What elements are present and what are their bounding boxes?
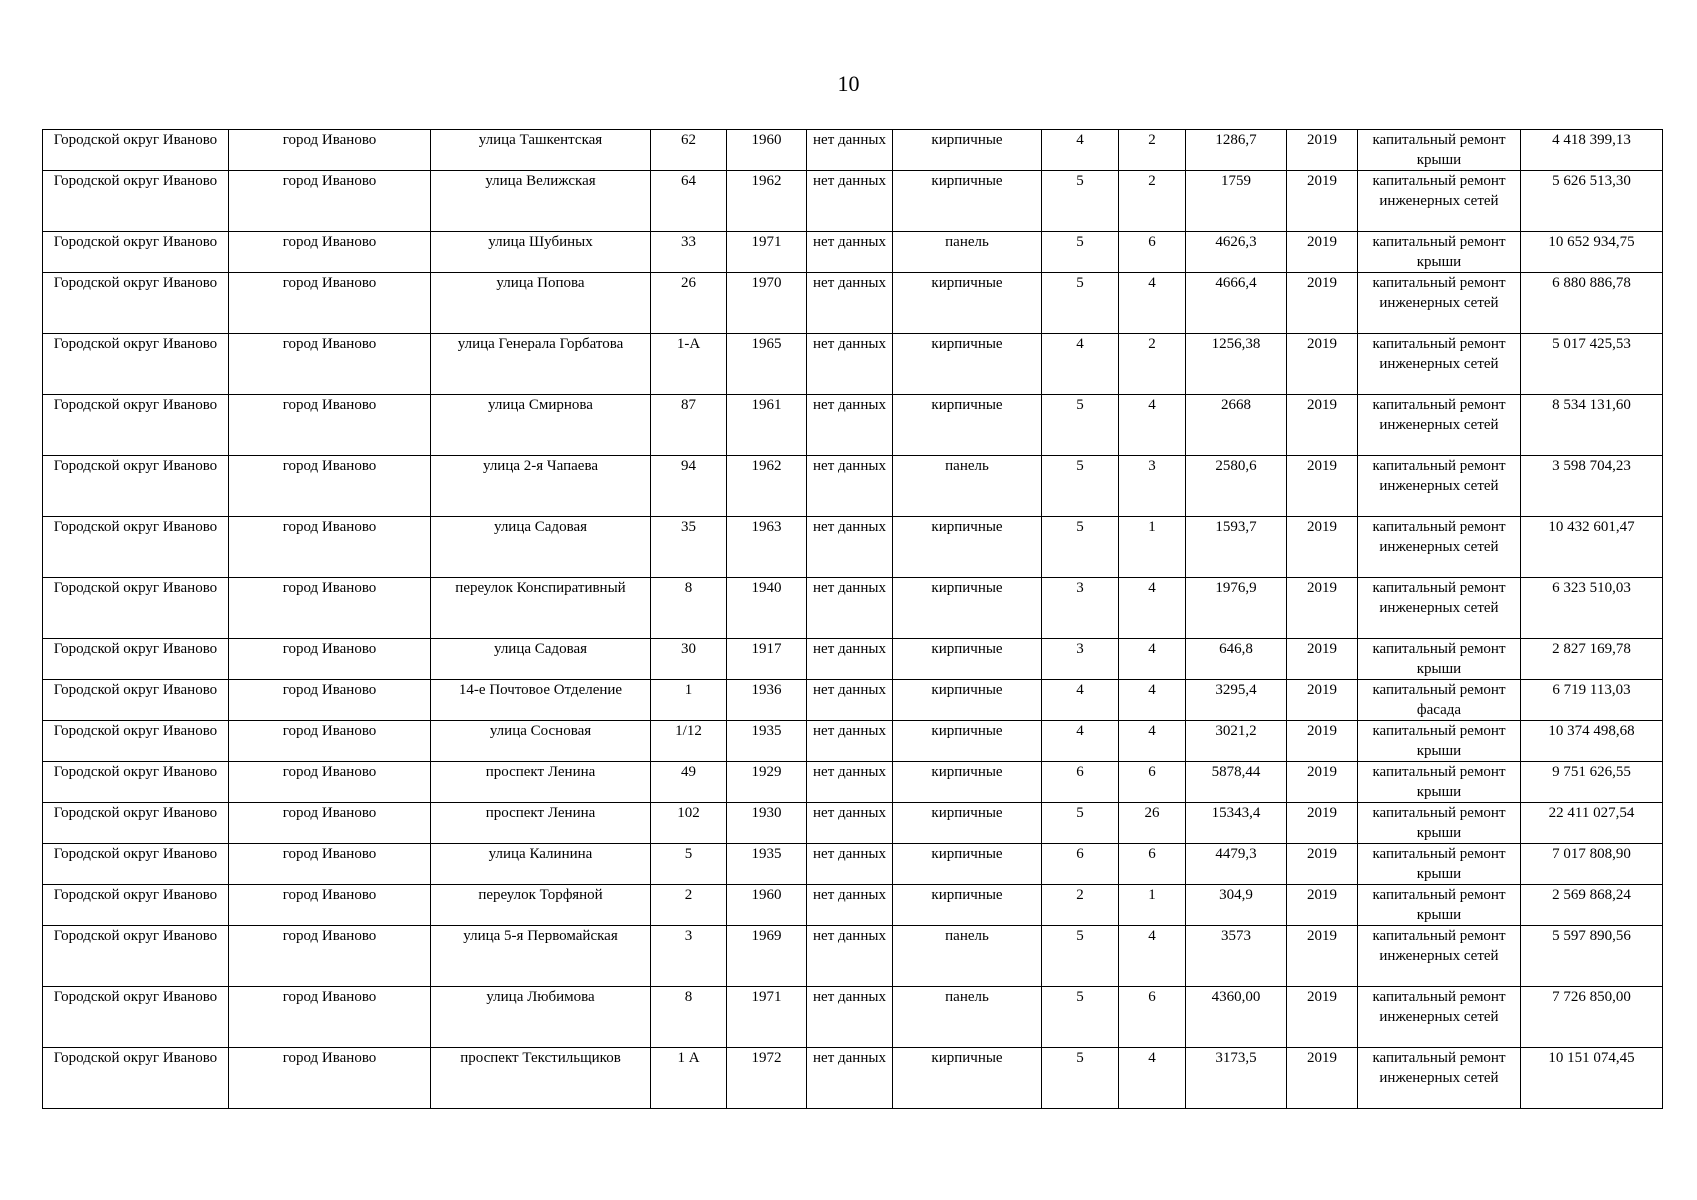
house-number-cell: 62 bbox=[651, 130, 727, 171]
table-row bbox=[43, 762, 1663, 803]
street-cell: улица 2-я Чапаева bbox=[431, 456, 651, 517]
info-cell: нет данных bbox=[807, 456, 893, 517]
work-type-cell: капитальный ремонт инженерных сетей bbox=[1358, 1048, 1521, 1109]
entrances-cell: 4 bbox=[1119, 639, 1186, 680]
municipality-cell: Городской округ Иваново bbox=[43, 721, 229, 762]
wall-material-cell: кирпичные bbox=[893, 639, 1042, 680]
info-cell: нет данных bbox=[807, 578, 893, 639]
year-built-cell: 1960 bbox=[727, 130, 807, 171]
year-built-cell: 1940 bbox=[727, 578, 807, 639]
year-built-cell: 1935 bbox=[727, 721, 807, 762]
street-cell: проспект Ленина bbox=[431, 803, 651, 844]
repair-year-cell: 2019 bbox=[1287, 762, 1358, 803]
street-cell: улица Сосновая bbox=[431, 721, 651, 762]
work-type-cell: капитальный ремонт крыши bbox=[1358, 130, 1521, 171]
work-type-cell: капитальный ремонт крыши bbox=[1358, 639, 1521, 680]
cost-cell: 9 751 626,55 bbox=[1521, 762, 1663, 803]
work-type-cell: капитальный ремонт крыши bbox=[1358, 232, 1521, 273]
house-number-cell: 1/12 bbox=[651, 721, 727, 762]
entrances-cell: 6 bbox=[1119, 844, 1186, 885]
area-cell: 646,8 bbox=[1186, 639, 1287, 680]
work-type-cell: капитальный ремонт крыши bbox=[1358, 844, 1521, 885]
table-row bbox=[43, 232, 1663, 273]
house-number-cell: 102 bbox=[651, 803, 727, 844]
house-number-cell: 49 bbox=[651, 762, 727, 803]
entrances-cell: 3 bbox=[1119, 456, 1186, 517]
work-type-cell: капитальный ремонт инженерных сетей bbox=[1358, 171, 1521, 232]
cost-cell: 8 534 131,60 bbox=[1521, 395, 1663, 456]
cost-cell: 6 880 886,78 bbox=[1521, 273, 1663, 334]
repair-year-cell: 2019 bbox=[1287, 578, 1358, 639]
repair-year-cell: 2019 bbox=[1287, 803, 1358, 844]
settlement-cell: город Иваново bbox=[229, 721, 431, 762]
cost-cell: 10 151 074,45 bbox=[1521, 1048, 1663, 1109]
street-cell: 14-е Почтовое Отделение bbox=[431, 680, 651, 721]
municipality-cell: Городской округ Иваново bbox=[43, 130, 229, 171]
street-cell: переулок Конспиративный bbox=[431, 578, 651, 639]
area-cell: 4479,3 bbox=[1186, 844, 1287, 885]
floors-cell: 5 bbox=[1042, 987, 1119, 1048]
repair-year-cell: 2019 bbox=[1287, 273, 1358, 334]
year-built-cell: 1961 bbox=[727, 395, 807, 456]
street-cell: улица Смирнова bbox=[431, 395, 651, 456]
wall-material-cell: панель bbox=[893, 232, 1042, 273]
table-row bbox=[43, 1048, 1663, 1109]
area-cell: 3295,4 bbox=[1186, 680, 1287, 721]
table-row bbox=[43, 273, 1663, 334]
house-number-cell: 8 bbox=[651, 987, 727, 1048]
year-built-cell: 1963 bbox=[727, 517, 807, 578]
wall-material-cell: кирпичные bbox=[893, 844, 1042, 885]
settlement-cell: город Иваново bbox=[229, 517, 431, 578]
entrances-cell: 6 bbox=[1119, 232, 1186, 273]
work-type-cell: капитальный ремонт инженерных сетей bbox=[1358, 456, 1521, 517]
floors-cell: 5 bbox=[1042, 456, 1119, 517]
repair-year-cell: 2019 bbox=[1287, 517, 1358, 578]
entrances-cell: 4 bbox=[1119, 395, 1186, 456]
settlement-cell: город Иваново bbox=[229, 680, 431, 721]
municipality-cell: Городской округ Иваново bbox=[43, 987, 229, 1048]
area-cell: 1976,9 bbox=[1186, 578, 1287, 639]
info-cell: нет данных bbox=[807, 273, 893, 334]
street-cell: улица Калинина bbox=[431, 844, 651, 885]
street-cell: улица Ташкентская bbox=[431, 130, 651, 171]
repair-year-cell: 2019 bbox=[1287, 926, 1358, 987]
municipality-cell: Городской округ Иваново bbox=[43, 171, 229, 232]
info-cell: нет данных bbox=[807, 517, 893, 578]
settlement-cell: город Иваново bbox=[229, 803, 431, 844]
wall-material-cell: кирпичные bbox=[893, 721, 1042, 762]
floors-cell: 5 bbox=[1042, 273, 1119, 334]
info-cell: нет данных bbox=[807, 885, 893, 926]
year-built-cell: 1929 bbox=[727, 762, 807, 803]
work-type-cell: капитальный ремонт инженерных сетей bbox=[1358, 926, 1521, 987]
entrances-cell: 1 bbox=[1119, 885, 1186, 926]
year-built-cell: 1930 bbox=[727, 803, 807, 844]
year-built-cell: 1935 bbox=[727, 844, 807, 885]
year-built-cell: 1969 bbox=[727, 926, 807, 987]
floors-cell: 5 bbox=[1042, 803, 1119, 844]
municipality-cell: Городской округ Иваново bbox=[43, 885, 229, 926]
settlement-cell: город Иваново bbox=[229, 987, 431, 1048]
cost-cell: 10 374 498,68 bbox=[1521, 721, 1663, 762]
house-number-cell: 35 bbox=[651, 517, 727, 578]
work-type-cell: капитальный ремонт инженерных сетей bbox=[1358, 273, 1521, 334]
house-number-cell: 1-А bbox=[651, 334, 727, 395]
floors-cell: 4 bbox=[1042, 680, 1119, 721]
municipality-cell: Городской округ Иваново bbox=[43, 680, 229, 721]
municipality-cell: Городской округ Иваново bbox=[43, 844, 229, 885]
repair-year-cell: 2019 bbox=[1287, 639, 1358, 680]
work-type-cell: капитальный ремонт инженерных сетей bbox=[1358, 395, 1521, 456]
settlement-cell: город Иваново bbox=[229, 171, 431, 232]
table-row bbox=[43, 803, 1663, 844]
area-cell: 3573 bbox=[1186, 926, 1287, 987]
info-cell: нет данных bbox=[807, 844, 893, 885]
cost-cell: 5 626 513,30 bbox=[1521, 171, 1663, 232]
wall-material-cell: кирпичные bbox=[893, 273, 1042, 334]
municipality-cell: Городской округ Иваново bbox=[43, 517, 229, 578]
entrances-cell: 26 bbox=[1119, 803, 1186, 844]
info-cell: нет данных bbox=[807, 803, 893, 844]
repair-year-cell: 2019 bbox=[1287, 130, 1358, 171]
street-cell: улица Садовая bbox=[431, 517, 651, 578]
table-row bbox=[43, 680, 1663, 721]
floors-cell: 5 bbox=[1042, 517, 1119, 578]
cost-cell: 10 432 601,47 bbox=[1521, 517, 1663, 578]
house-number-cell: 87 bbox=[651, 395, 727, 456]
work-type-cell: капитальный ремонт инженерных сетей bbox=[1358, 987, 1521, 1048]
house-number-cell: 2 bbox=[651, 885, 727, 926]
municipality-cell: Городской округ Иваново bbox=[43, 456, 229, 517]
year-built-cell: 1970 bbox=[727, 273, 807, 334]
area-cell: 304,9 bbox=[1186, 885, 1287, 926]
repair-year-cell: 2019 bbox=[1287, 721, 1358, 762]
floors-cell: 6 bbox=[1042, 844, 1119, 885]
settlement-cell: город Иваново bbox=[229, 456, 431, 517]
area-cell: 3173,5 bbox=[1186, 1048, 1287, 1109]
entrances-cell: 2 bbox=[1119, 171, 1186, 232]
info-cell: нет данных bbox=[807, 130, 893, 171]
floors-cell: 5 bbox=[1042, 926, 1119, 987]
repair-year-cell: 2019 bbox=[1287, 844, 1358, 885]
work-type-cell: капитальный ремонт инженерных сетей bbox=[1358, 517, 1521, 578]
settlement-cell: город Иваново bbox=[229, 762, 431, 803]
floors-cell: 5 bbox=[1042, 171, 1119, 232]
info-cell: нет данных bbox=[807, 1048, 893, 1109]
info-cell: нет данных bbox=[807, 639, 893, 680]
info-cell: нет данных bbox=[807, 762, 893, 803]
table-row bbox=[43, 721, 1663, 762]
repair-year-cell: 2019 bbox=[1287, 885, 1358, 926]
work-type-cell: капитальный ремонт инженерных сетей bbox=[1358, 578, 1521, 639]
year-built-cell: 1962 bbox=[727, 171, 807, 232]
floors-cell: 4 bbox=[1042, 130, 1119, 171]
area-cell: 3021,2 bbox=[1186, 721, 1287, 762]
info-cell: нет данных bbox=[807, 721, 893, 762]
floors-cell: 3 bbox=[1042, 578, 1119, 639]
year-built-cell: 1917 bbox=[727, 639, 807, 680]
work-type-cell: капитальный ремонт крыши bbox=[1358, 721, 1521, 762]
house-number-cell: 33 bbox=[651, 232, 727, 273]
wall-material-cell: кирпичные bbox=[893, 1048, 1042, 1109]
entrances-cell: 4 bbox=[1119, 680, 1186, 721]
repair-year-cell: 2019 bbox=[1287, 1048, 1358, 1109]
cost-cell: 7 017 808,90 bbox=[1521, 844, 1663, 885]
info-cell: нет данных bbox=[807, 926, 893, 987]
table-body bbox=[43, 130, 1663, 1109]
municipality-cell: Городской округ Иваново bbox=[43, 395, 229, 456]
settlement-cell: город Иваново bbox=[229, 273, 431, 334]
area-cell: 4360,00 bbox=[1186, 987, 1287, 1048]
street-cell: переулок Торфяной bbox=[431, 885, 651, 926]
settlement-cell: город Иваново bbox=[229, 578, 431, 639]
info-cell: нет данных bbox=[807, 232, 893, 273]
wall-material-cell: кирпичные bbox=[893, 130, 1042, 171]
info-cell: нет данных bbox=[807, 395, 893, 456]
street-cell: проспект Текстильщиков bbox=[431, 1048, 651, 1109]
year-built-cell: 1972 bbox=[727, 1048, 807, 1109]
work-type-cell: капитальный ремонт крыши bbox=[1358, 762, 1521, 803]
table-row bbox=[43, 456, 1663, 517]
settlement-cell: город Иваново bbox=[229, 926, 431, 987]
street-cell: улица Садовая bbox=[431, 639, 651, 680]
cost-cell: 3 598 704,23 bbox=[1521, 456, 1663, 517]
repair-year-cell: 2019 bbox=[1287, 680, 1358, 721]
settlement-cell: город Иваново bbox=[229, 130, 431, 171]
wall-material-cell: кирпичные bbox=[893, 395, 1042, 456]
floors-cell: 6 bbox=[1042, 762, 1119, 803]
table-row bbox=[43, 395, 1663, 456]
street-cell: улица Любимова bbox=[431, 987, 651, 1048]
year-built-cell: 1960 bbox=[727, 885, 807, 926]
repair-year-cell: 2019 bbox=[1287, 395, 1358, 456]
settlement-cell: город Иваново bbox=[229, 395, 431, 456]
year-built-cell: 1971 bbox=[727, 232, 807, 273]
work-type-cell: капитальный ремонт крыши bbox=[1358, 885, 1521, 926]
house-number-cell: 64 bbox=[651, 171, 727, 232]
floors-cell: 2 bbox=[1042, 885, 1119, 926]
cost-cell: 6 323 510,03 bbox=[1521, 578, 1663, 639]
repair-program-table bbox=[42, 129, 1663, 1109]
repair-year-cell: 2019 bbox=[1287, 171, 1358, 232]
entrances-cell: 2 bbox=[1119, 130, 1186, 171]
cost-cell: 5 597 890,56 bbox=[1521, 926, 1663, 987]
wall-material-cell: кирпичные bbox=[893, 171, 1042, 232]
municipality-cell: Городской округ Иваново bbox=[43, 1048, 229, 1109]
floors-cell: 5 bbox=[1042, 232, 1119, 273]
table-row bbox=[43, 639, 1663, 680]
area-cell: 4666,4 bbox=[1186, 273, 1287, 334]
wall-material-cell: панель bbox=[893, 987, 1042, 1048]
municipality-cell: Городской округ Иваново bbox=[43, 762, 229, 803]
table-row bbox=[43, 130, 1663, 171]
house-number-cell: 1 А bbox=[651, 1048, 727, 1109]
cost-cell: 4 418 399,13 bbox=[1521, 130, 1663, 171]
repair-year-cell: 2019 bbox=[1287, 334, 1358, 395]
entrances-cell: 4 bbox=[1119, 926, 1186, 987]
area-cell: 5878,44 bbox=[1186, 762, 1287, 803]
street-cell: улица Попова bbox=[431, 273, 651, 334]
entrances-cell: 4 bbox=[1119, 273, 1186, 334]
wall-material-cell: кирпичные bbox=[893, 517, 1042, 578]
cost-cell: 2 827 169,78 bbox=[1521, 639, 1663, 680]
repair-year-cell: 2019 bbox=[1287, 456, 1358, 517]
house-number-cell: 5 bbox=[651, 844, 727, 885]
cost-cell: 22 411 027,54 bbox=[1521, 803, 1663, 844]
area-cell: 2668 bbox=[1186, 395, 1287, 456]
info-cell: нет данных bbox=[807, 987, 893, 1048]
work-type-cell: капитальный ремонт фасада bbox=[1358, 680, 1521, 721]
municipality-cell: Городской округ Иваново bbox=[43, 273, 229, 334]
house-number-cell: 3 bbox=[651, 926, 727, 987]
wall-material-cell: панель bbox=[893, 456, 1042, 517]
municipality-cell: Городской округ Иваново bbox=[43, 232, 229, 273]
street-cell: улица Генерала Горбатова bbox=[431, 334, 651, 395]
area-cell: 4626,3 bbox=[1186, 232, 1287, 273]
entrances-cell: 6 bbox=[1119, 987, 1186, 1048]
house-number-cell: 30 bbox=[651, 639, 727, 680]
street-cell: проспект Ленина bbox=[431, 762, 651, 803]
area-cell: 2580,6 bbox=[1186, 456, 1287, 517]
table-row bbox=[43, 885, 1663, 926]
floors-cell: 3 bbox=[1042, 639, 1119, 680]
page-number: 10 bbox=[837, 71, 860, 96]
table-row bbox=[43, 926, 1663, 987]
settlement-cell: город Иваново bbox=[229, 1048, 431, 1109]
house-number-cell: 8 bbox=[651, 578, 727, 639]
year-built-cell: 1971 bbox=[727, 987, 807, 1048]
work-type-cell: капитальный ремонт крыши bbox=[1358, 803, 1521, 844]
table-row bbox=[43, 578, 1663, 639]
info-cell: нет данных bbox=[807, 171, 893, 232]
floors-cell: 4 bbox=[1042, 334, 1119, 395]
settlement-cell: город Иваново bbox=[229, 334, 431, 395]
municipality-cell: Городской округ Иваново bbox=[43, 803, 229, 844]
municipality-cell: Городской округ Иваново bbox=[43, 926, 229, 987]
area-cell: 1256,38 bbox=[1186, 334, 1287, 395]
cost-cell: 7 726 850,00 bbox=[1521, 987, 1663, 1048]
house-number-cell: 1 bbox=[651, 680, 727, 721]
settlement-cell: город Иваново bbox=[229, 885, 431, 926]
cost-cell: 10 652 934,75 bbox=[1521, 232, 1663, 273]
street-cell: улица Велижская bbox=[431, 171, 651, 232]
settlement-cell: город Иваново bbox=[229, 639, 431, 680]
wall-material-cell: панель bbox=[893, 926, 1042, 987]
year-built-cell: 1936 bbox=[727, 680, 807, 721]
municipality-cell: Городской округ Иваново bbox=[43, 639, 229, 680]
house-number-cell: 26 bbox=[651, 273, 727, 334]
table-row bbox=[43, 334, 1663, 395]
cost-cell: 5 017 425,53 bbox=[1521, 334, 1663, 395]
floors-cell: 5 bbox=[1042, 395, 1119, 456]
entrances-cell: 6 bbox=[1119, 762, 1186, 803]
entrances-cell: 4 bbox=[1119, 1048, 1186, 1109]
wall-material-cell: кирпичные bbox=[893, 334, 1042, 395]
house-number-cell: 94 bbox=[651, 456, 727, 517]
wall-material-cell: кирпичные bbox=[893, 885, 1042, 926]
table-row bbox=[43, 987, 1663, 1048]
municipality-cell: Городской округ Иваново bbox=[43, 578, 229, 639]
settlement-cell: город Иваново bbox=[229, 844, 431, 885]
area-cell: 1286,7 bbox=[1186, 130, 1287, 171]
settlement-cell: город Иваново bbox=[229, 232, 431, 273]
entrances-cell: 1 bbox=[1119, 517, 1186, 578]
wall-material-cell: кирпичные bbox=[893, 578, 1042, 639]
repair-year-cell: 2019 bbox=[1287, 232, 1358, 273]
cost-cell: 6 719 113,03 bbox=[1521, 680, 1663, 721]
wall-material-cell: кирпичные bbox=[893, 803, 1042, 844]
table-row bbox=[43, 844, 1663, 885]
table-row bbox=[43, 171, 1663, 232]
area-cell: 1593,7 bbox=[1186, 517, 1287, 578]
work-type-cell: капитальный ремонт инженерных сетей bbox=[1358, 334, 1521, 395]
info-cell: нет данных bbox=[807, 334, 893, 395]
info-cell: нет данных bbox=[807, 680, 893, 721]
repair-year-cell: 2019 bbox=[1287, 987, 1358, 1048]
entrances-cell: 2 bbox=[1119, 334, 1186, 395]
wall-material-cell: кирпичные bbox=[893, 762, 1042, 803]
wall-material-cell: кирпичные bbox=[893, 680, 1042, 721]
area-cell: 1759 bbox=[1186, 171, 1287, 232]
year-built-cell: 1965 bbox=[727, 334, 807, 395]
table-row bbox=[43, 517, 1663, 578]
floors-cell: 5 bbox=[1042, 1048, 1119, 1109]
entrances-cell: 4 bbox=[1119, 578, 1186, 639]
cost-cell: 2 569 868,24 bbox=[1521, 885, 1663, 926]
street-cell: улица Шубиных bbox=[431, 232, 651, 273]
entrances-cell: 4 bbox=[1119, 721, 1186, 762]
street-cell: улица 5-я Первомайская bbox=[431, 926, 651, 987]
municipality-cell: Городской округ Иваново bbox=[43, 334, 229, 395]
area-cell: 15343,4 bbox=[1186, 803, 1287, 844]
floors-cell: 4 bbox=[1042, 721, 1119, 762]
year-built-cell: 1962 bbox=[727, 456, 807, 517]
